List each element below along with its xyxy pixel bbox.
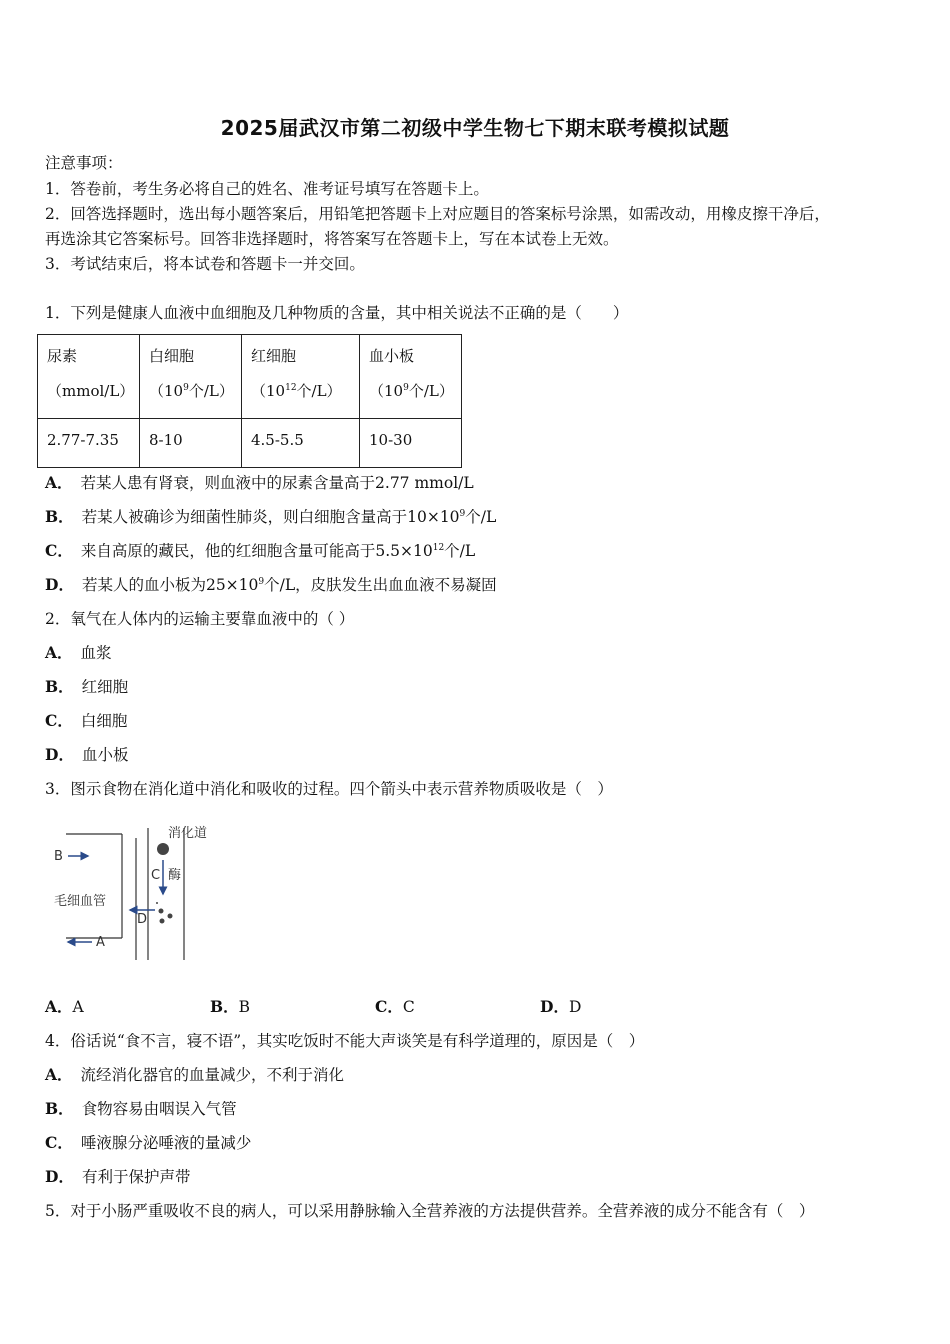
table-header-cell: 白细胞 （$10^9$个/L） bbox=[140, 335, 242, 419]
notice-item: 2．回答选择题时，选出每小题答案后，用铅笔把答题卡上对应题目的答案标号涂黑，如需改动，用橡皮擦干净后， bbox=[45, 205, 830, 223]
notice-item: 再选涂其它答案标号。回答非选择题时，将答案写在答题卡上，写在本试卷上无效。 bbox=[45, 230, 619, 248]
notice-heading: 注意事项： bbox=[45, 154, 123, 172]
table-cell: 2.77-7.35 bbox=[38, 419, 140, 468]
q1-option-c[interactable]: C． 来自高原的藏民，他的红细胞含量可能高于$5.5\times 10^{12}$个/L bbox=[45, 541, 476, 560]
blood-content-table bbox=[37, 334, 462, 468]
notice-item: 1．答卷前，考生务必将自己的姓名、准考证号填写在答题卡上。 bbox=[45, 180, 489, 198]
q4-option-d[interactable]: D． 有利于保护声带 bbox=[45, 1167, 191, 1186]
q3-option-c[interactable]: C．C bbox=[375, 997, 415, 1016]
q2-option-b[interactable]: B． 红细胞 bbox=[45, 677, 129, 696]
q3-option-d[interactable]: D．D bbox=[540, 997, 582, 1016]
tract-label: 消化道 bbox=[168, 826, 208, 841]
nutrient-particle-icon bbox=[159, 909, 164, 914]
table-header-cell: 红细胞 （$10^{12}$个/L） bbox=[242, 335, 360, 419]
q3-options bbox=[45, 995, 705, 1017]
digestion-absorption-diagram bbox=[44, 820, 234, 970]
table-cell: 10-30 bbox=[360, 419, 462, 468]
q1-option-a[interactable]: A． 若某人患有肾衰，则血液中的尿素含量高于2.77 mmol/L bbox=[45, 473, 474, 492]
arrow-c-label: C bbox=[151, 868, 161, 883]
table-header-cell: 血小板 （$10^9$个/L） bbox=[360, 335, 462, 419]
nutrient-particle-icon bbox=[160, 919, 165, 924]
q4-option-a[interactable]: A． 流经消化器官的血量减少，不利于消化 bbox=[45, 1065, 345, 1084]
table-header-cell: 尿素 （mmol/L） bbox=[38, 335, 140, 419]
arrow-a-label: A bbox=[96, 935, 105, 950]
nutrient-particle-icon bbox=[168, 914, 173, 919]
capillary-label: 毛细血管 bbox=[54, 894, 107, 909]
table-cell: 8-10 bbox=[140, 419, 242, 468]
q1-option-d[interactable]: D． 若某人的血小板为$25\times 10^9$个/L，皮肤发生出血血液不易凝固 bbox=[45, 575, 497, 594]
arrow-b-label: B bbox=[54, 849, 63, 864]
arrow-d-label: D bbox=[137, 912, 148, 927]
question-2-stem: 2．氧气在人体内的运输主要靠血液中的（ ） bbox=[45, 610, 355, 628]
nutrient-particle-icon bbox=[156, 902, 158, 904]
table-header-row bbox=[38, 335, 462, 419]
q1-option-b[interactable]: B． 若某人被确诊为细菌性肺炎，则白细胞含量高于$10\times 10^9$个/L bbox=[45, 507, 497, 526]
q3-option-a[interactable]: A．A bbox=[45, 997, 84, 1016]
question-1-stem: 1．下列是健康人血液中血细胞及几种物质的含量，其中相关说法不正确的是（ ） bbox=[45, 304, 629, 322]
food-particle-icon bbox=[157, 843, 169, 855]
q3-option-b[interactable]: B．B bbox=[210, 997, 250, 1016]
enzyme-label: 酶 bbox=[168, 868, 182, 883]
table-row bbox=[38, 419, 462, 468]
q4-option-c[interactable]: C． 唾液腺分泌唾液的量减少 bbox=[45, 1133, 252, 1152]
notice-item: 3．考试结束后，将本试卷和答题卡一并交回。 bbox=[45, 255, 365, 273]
question-4-stem: 4．俗话说“食不言，寝不语”，其实吃饭时不能大声谈笑是有科学道理的，原因是（ ） bbox=[45, 1032, 645, 1050]
question-5-stem: 5．对于小肠严重吸收不良的病人，可以采用静脉输入全营养液的方法提供营养。全营养液的成分不能含有（ ） bbox=[45, 1202, 815, 1220]
table-cell: 4.5-5.5 bbox=[242, 419, 360, 468]
question-3-stem: 3．图示食物在消化道中消化和吸收的过程。四个箭头中表示营养物质吸收是（ ） bbox=[45, 780, 613, 798]
q4-option-b[interactable]: B． 食物容易由咽误入气管 bbox=[45, 1099, 237, 1118]
q2-option-d[interactable]: D． 血小板 bbox=[45, 745, 129, 764]
page-title: 2025届武汉市第二初级中学生物七下期末联考模拟试题 bbox=[220, 116, 730, 140]
q2-option-c[interactable]: C． 白细胞 bbox=[45, 711, 128, 730]
q2-option-a[interactable]: A． 血浆 bbox=[45, 643, 112, 662]
